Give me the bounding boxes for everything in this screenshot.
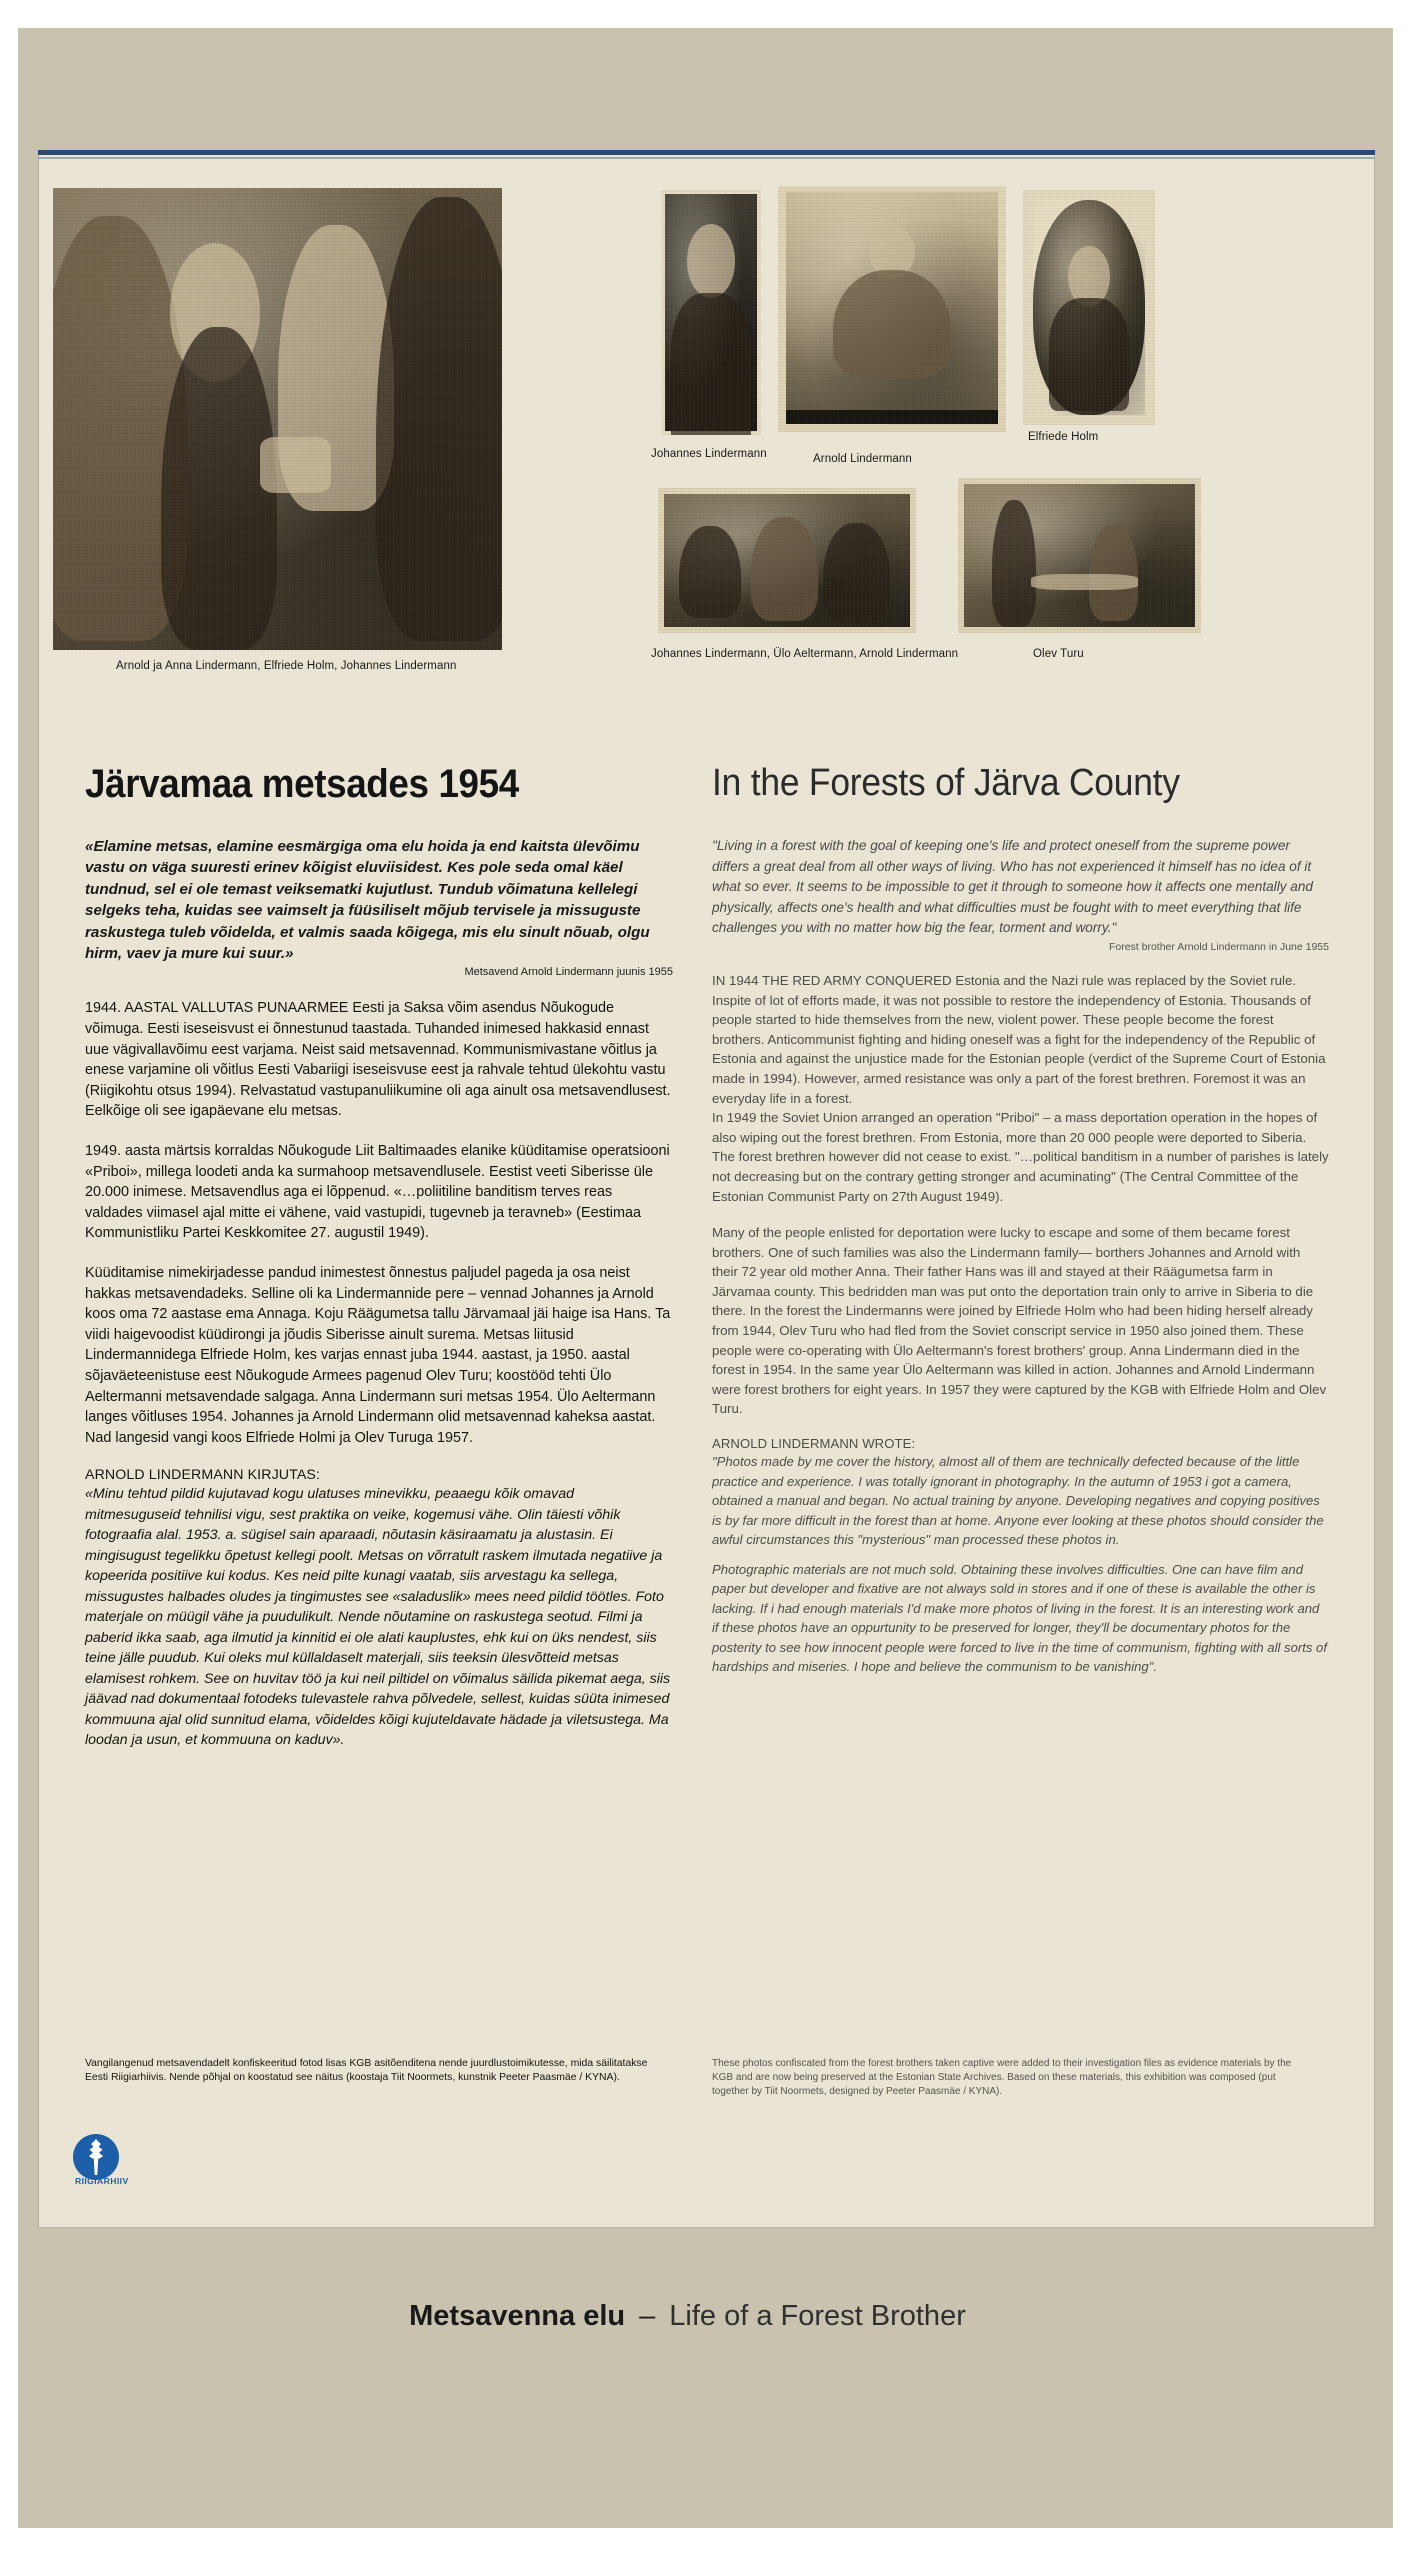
- photo-strip: [38, 178, 1375, 738]
- letter-body-english-1: "Photos made by me cover the history, almost all of them are technically defected because of the little practice and experience. I was totally ignorant in photography. In the autumn of 1953 i got a camera, obtained a manual and began. No actual training by anyone. Developing negatives and copying positives is by far more difficult in the forest than at home. Anyone ever looking at these photos should consider the awful circumstances this "mysterious" man processed these photos in.: [712, 1454, 1324, 1548]
- body-paragraph-et-3: Küüditamise nimekirjadesse pandud inimestest õnnestus paljudel pageda ja osa neist hakkas metsavendadeks. Selline oli ka Lindermannide pere – vennad Johannes ja Arnold koos oma 72 aastase ema Annaga. Koju Räägumetsa tallu Järvamaal jäi haige isa Hans. Ta viidi haigevoodist küüdirongi ja jõudis Siberisse ainult surema. Metsas liitusid Lindermannidega Elfriede Holm, kes varjas ennast juba 1944. aastast, ja 1950. aastal sõjaväeteenistuse eest Nõukogude Armees pagenud Olev Turu; koostööd tehti Ülo Aeltermanni metsavendade salgaga. Anna Lindermann suri metsas 1954. Ülo Aeltermann langes võitluses 1954. Johannes ja Arnold Lindermann olid metsavennad kaheksa aastat. Nad langesid vangi koos Elfriede Holmi ja Olev Turuga 1957.: [85, 1264, 671, 1446]
- photo-portrait-arnold: [778, 186, 1006, 432]
- body-paragraph-en-1: IN 1944 THE RED ARMY CONQUERED Estonia and the Nazi rule was replaced by the Soviet rule. Inspite of lot of efforts made, it was not possible to restore the independency of Estonia. Thousands of people started to hide themselves from the new, violent power. These people become the forest brothers. Anticommunist fighting and hiding oneself was a fight for the independency of the Republic of Estonia and against the unjustice made for the Estonian people (verdict of the Supreme Court of Estonia made in 1994). However, armed resistance was only a part of the forest brethren. Foremost it was an everyday life in a forest.: [712, 972, 1326, 1106]
- oak-leaf-icon: [85, 2139, 107, 2175]
- quote-estonian: «Elamine metsas, elamine eesmärgiga oma elu hoida ja end kaitsta ülevõimu vastu on väga suuresti erinev kõigist eluviisidest. Kes pole seda omal käel tundnud, sel ei ole temast veiksematki kujutlust. Tundub võimatuna kellelegi selgeks teha, kuidas see vaimselt ja füüsiliselt mõjub tervisele ja missuguste raskustega tuleb võidelda, et valmis saada kõigega, mis elu sinult nõuab, olgu hirm, vaev ja mure kui suur.»: [85, 838, 650, 963]
- body-paragraph-et-2: 1949. aasta märtsis korraldas Nõukogude Liit Baltimaades elanike küüditamise operatsiooni «Priboi», millega loodeti anda ka surmahoop metsavendlusele. Eestist veeti Siberisse üle 20.000 inimese. Metsavendlus aga ei lõppenud. «…poliitiline banditism terves reas valdades viimasel ajal mitte ei vähene, vaid vastupidi, tugevneb ja teravneb» (Eestimaa Kommunistliku Partei Keskkomitee 27. augustil 1949).: [85, 1143, 670, 1242]
- body-paragraph-et-1: 1944. AASTAL VALLUTAS PUNAARMEE Eesti ja Saksa võim asendus Nõukogude võimuga. Eesti iseseisvust ei õnnestunud taastada. Tuhanded inimesed hakkasid ennast uue vägivallavõimu eest varjama. Neist said metsavennad. Kommunismivastane võitlus ja enese varjamine oli võitlus Eesti Vabariigi iseseisvuse eest ja rahvale tehtud ülekohtu vastu (Riigikohtu otsus 1994). Relvastatud vastupanuliikumine oli aga ainult osa metsavendlusest. Eelkõige oli see igapäevane elu metsas.: [85, 1000, 671, 1120]
- photo-portrait-elfriede: [1023, 190, 1155, 425]
- banner-title-english: Life of a Forest Brother: [669, 2300, 966, 2332]
- top-rule-light: [38, 157, 1375, 159]
- archive-roundel-icon: [73, 2134, 119, 2180]
- photo-caption-elfriede: Elfriede Holm: [1028, 431, 1099, 443]
- photo-caption-main: Arnold ja Anna Lindermann, Elfriede Holm, Johannes Lindermann: [116, 660, 457, 672]
- estonian-state-archives-logo: [73, 2134, 169, 2186]
- archive-wordmark: RIIGIARHIIV: [75, 2176, 129, 2186]
- page-title-english: In the Forests of Järva County: [712, 762, 1180, 804]
- body-paragraph-en-2: In 1949 the Soviet Union arranged an operation "Priboi" – a mass deportation operation in the hopes of also wiping out the forest brethren. From Estonia, more than 20 000 people were deported to Siberia. The forest brethren however did not cease to exist. "…political banditism in a number of parishes is lately not decreasing but on the contrary getting stronger and acuminating" (The Central Committee of the Estonian Communist Party on 27th August 1949).: [712, 1110, 1329, 1204]
- photo-group-main: [53, 188, 502, 650]
- footnote-english: These photos confiscated from the forest brothers taken captive were added to their investigation files as evidence materials by the KGB and are now being preserved at the Estonian State Archives. Based on these materials, this exhibition was composed (put together by Tiit Noormets, designed by Peeter Paasmäe / KYNA).: [712, 2058, 1292, 2097]
- photo-caption-arnold: Arnold Lindermann: [813, 453, 912, 465]
- bottom-banner: [0, 2300, 1375, 2333]
- body-paragraph-en-3: Many of the people enlisted for deportation were lucky to escape and some of them became forest brothers. One of such families was also the Lindermann family— borthers Johannes and Arnold with their 72 year old mother Anna. Their father Hans was ill and stayed at their Räägumetsa farm in Järvamaa county. This bedridden man was put onto the deportation train only to arrive in Siberia to die there. In the forest the Lindermanns were joined by Elfriede Holm who had been hiding herself already from 1944, Olev Turu who had fled from the Soviet conscript service in 1950 also joined them. These people were co-operating with Ülo Aeltermann's forest brothers' group. Anna Lindermann died in the forest in 1954. In the same year Ülo Aeltermann was killed in action. Johannes and Arnold Lindermann were forest brothers for eight years. In 1957 they were captured by the KGB with Elfriede Holm and Olev Turu.: [712, 1225, 1327, 1417]
- photo-group-trio: [658, 488, 916, 633]
- photo-portrait-johannes: [661, 190, 761, 435]
- photo-caption-olev: Olev Turu: [1033, 648, 1084, 660]
- banner-line: [409, 2300, 966, 2333]
- banner-dash: –: [639, 2300, 656, 2332]
- letter-kicker-english: ARNOLD LINDERMANN WROTE:: [712, 1436, 916, 1452]
- column-estonian: [85, 836, 673, 1751]
- quote-attribution-english: Forest brother Arnold Lindermann in June 1955: [1108, 940, 1329, 953]
- photo-grain: [53, 188, 502, 650]
- photo-caption-johannes: Johannes Lindermann: [651, 448, 767, 460]
- column-english: [712, 836, 1329, 1687]
- top-rule-dark: [38, 150, 1375, 155]
- banner-title-estonian: Metsavenna elu: [409, 2300, 626, 2332]
- letter-kicker-estonian: ARNOLD LINDERMANN KIRJUTAS:: [85, 1467, 320, 1484]
- photo-caption-trio: Johannes Lindermann, Ülo Aeltermann, Arnold Lindermann: [651, 648, 959, 660]
- quote-english: "Living in a forest with the goal of keeping one's life and protect oneself from the supreme power differs a great deal from all other ways of living. Who has not experienced it himself has no idea of it what so ever. It seems to be impossible to get it through to someone how it affects one mentally and physically, affects one's health and what difficulties must be fought with to meet everything that life challenges you with no matter how big the fear, torment and worry.": [712, 838, 1313, 936]
- photo-portrait-olev: [958, 478, 1201, 633]
- letter-body-english-2: Photographic materials are not much sold. Obtaining these involves difficulties. One can have film and paper but developer and fixative are not always sold in stores and if one of these is available the other is lacking. If i had enough materials I'd make more photos of living in the forest. It is an interesting work and if these photos have an oppurtunity to be preserved for longer, they'll be documentary photos for the posterity to see how innocent people were forced to live in the time of communism, fighting with all sorts of hardships and miseries. I hope and believe the communism to be vanishing".: [712, 1561, 1327, 1675]
- footnote-estonian: Vangilangenud metsavendadelt konfiskeeritud fotod lisas KGB asitõenditena nende juurdlustoimikutesse, mida säilitatakse Eesti Riigiarhiivis. Nende põhjal on koostatud see näitus (koostaja Tiit Noormets, kunstnik Peeter Paasmäe / KYNA).: [85, 2058, 648, 2084]
- page-title-estonian: Järvamaa metsades 1954: [85, 762, 519, 806]
- quote-attribution-estonian: Metsavend Arnold Lindermann juunis 1955: [464, 966, 673, 979]
- letter-body-estonian: «Minu tehtud pildid kujutavad kogu ulatuses minevikku, peaaegu kõik omavad mitmesuguseid tehnilisi vigu, sest praktika on veike, kogemusi vähe. Olin täiesti võhik fotograafia alal. 1953. a. sügisel sain aparaadi, nõutasin käsiraamatu ja alustasin. Ei mingisugust tegelikku õpetust kellegi poolt. Metsas on võrratult raskem ilmutada negatiive ja kopeerida positiive kui kodus. Kes neid pilte kunagi vaatab, siis arvestagu ka sellega, missugustes halbades oludes ja tingimustes see «saladuslik» mees need pildid töötles. Foto materjale on müügil vähe ja puudulikult. Nende nõutamine on raskustega seotud. Filmi ja paberid ikka saab, aga ilmutid ja kinnitid ei ole alati kauplustes, ehk kui on üks nendest, siis teine jälle puudub. Kui oleks mul küllaldaselt materjali, siis teeksin ülesvõtteid metsas elamisest rohkem. See on huvitav töö ja kui neil piltidel on võimalus säilida pikemat aega, siis jäävad nad dokumentaal fotodeks tulevastele rahva põlvedele, sellest, kuidas süüta inimesed kommuuna ajal olid sunnitud elama, võideldes kõigi kujuteldavate hädade ja viletsustega. Ma loodan ja usun, et kommuuna on kaduv».: [85, 1486, 671, 1749]
